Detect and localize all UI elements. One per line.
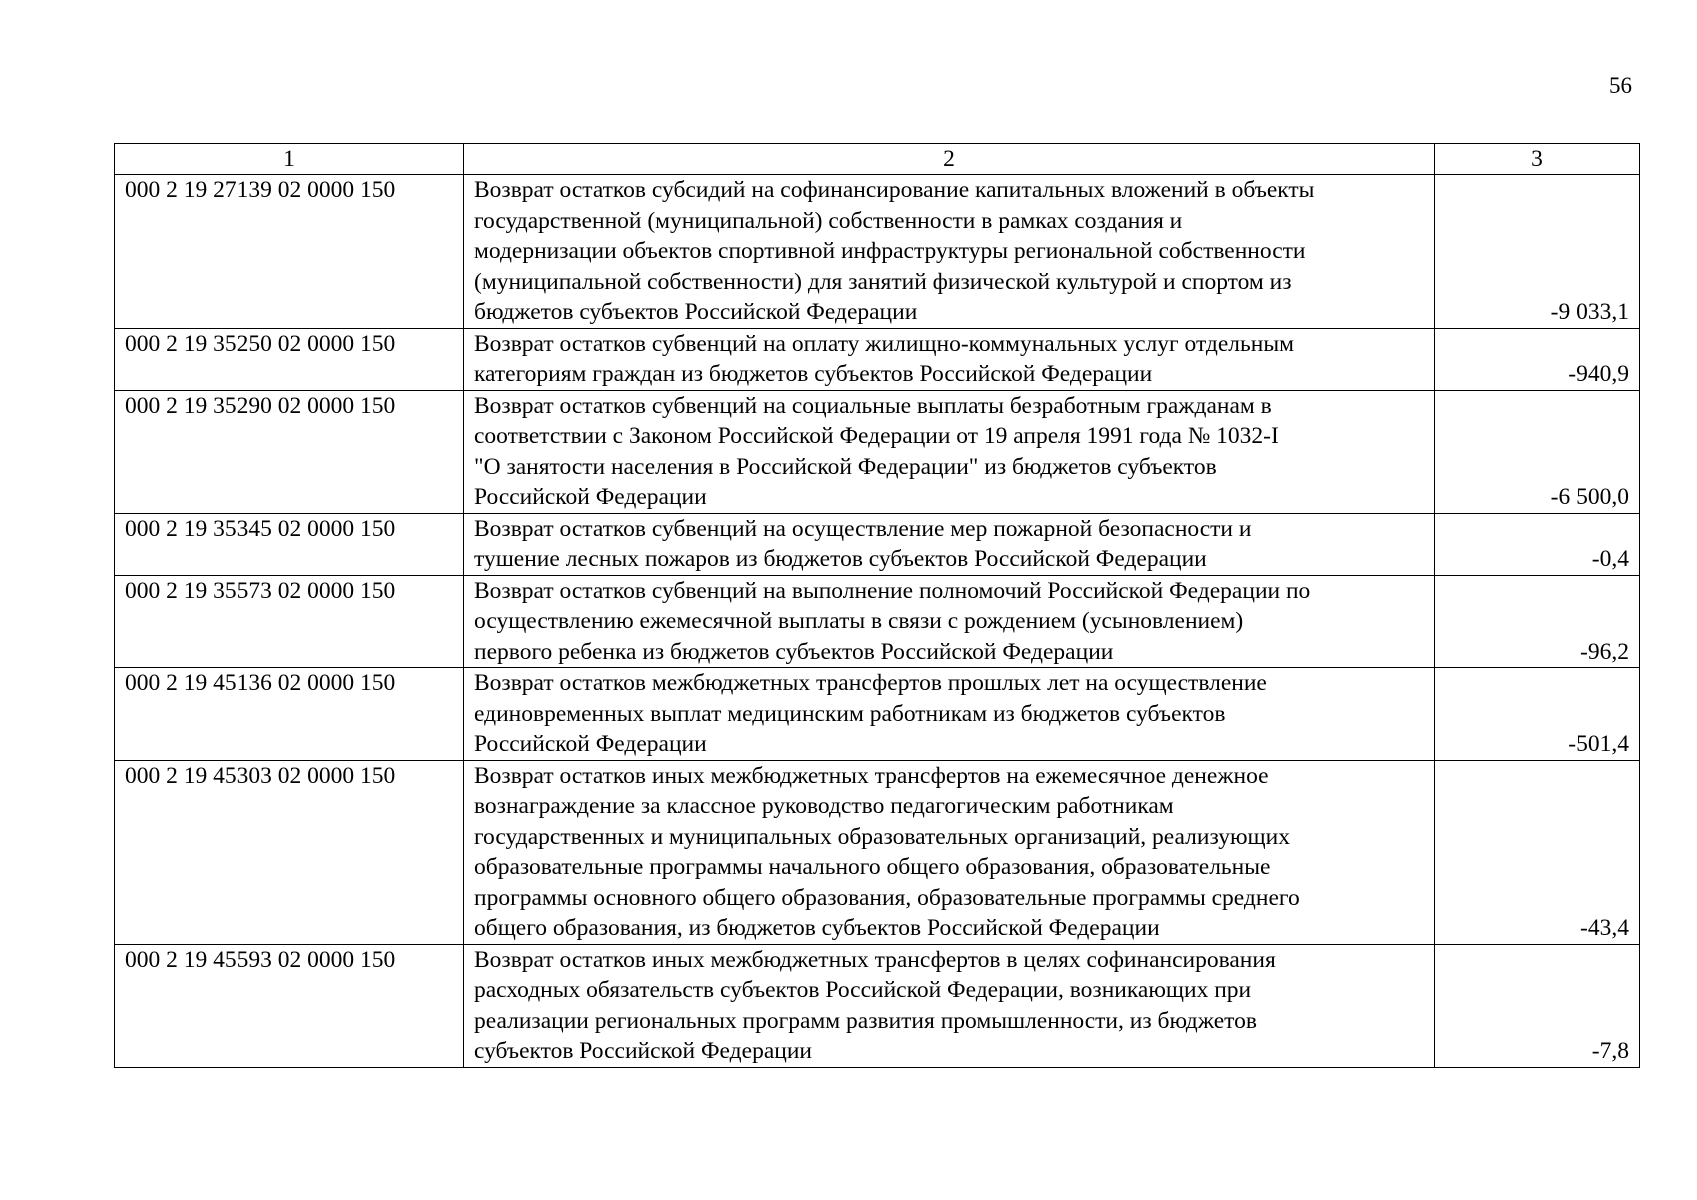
row-code: 000 2 19 35345 02 0000 150 [115,513,464,575]
description-line: вознаграждение за классное руководство педагогическим работникам [474,793,1174,819]
description-line: Возврат остатков иных межбюджетных трансфертов в целях софинансирования [474,946,1276,973]
row-description [464,760,1435,944]
row-description [464,328,1435,390]
row-amount: -7,8 [1435,944,1640,1067]
header-col-1: 1 [115,144,464,175]
row-amount: -6 500,0 [1435,390,1640,513]
description-line: Возврат остатков межбюджетных трансфертов прошлых лет на осуществление [474,670,1267,696]
description-line: субъектов Российской Федерации [474,1038,812,1064]
row-description [464,390,1435,513]
description-line: первого ребенка из бюджетов субъектов Российской Федерации [474,638,1114,665]
row-description [464,513,1435,575]
row-description [464,575,1435,668]
header-col-3: 3 [1435,144,1640,175]
description-line: реализации региональных программ развития промышленности, из бюджетов [474,1007,1257,1034]
description-line: общего образования, из бюджетов субъектов Российской Федерации [474,915,1160,941]
row-amount: -96,2 [1435,575,1640,668]
table-body [115,175,1640,1068]
row-description [464,668,1435,761]
row-code: 000 2 19 45593 02 0000 150 [115,944,464,1067]
description-line: Возврат остатков иных межбюджетных трансфертов на ежемесячное денежное [474,762,1269,789]
description-line: единовременных выплат медицинским работникам из бюджетов субъектов [474,700,1226,727]
row-amount: -501,4 [1435,668,1640,761]
description-line: программы основного общего образования, образовательные программы среднего [474,884,1300,911]
header-row [115,144,1640,175]
description-line: Возврат остатков субвенций на социальные выплаты безработным гражданам в [474,392,1272,419]
table-row [115,668,1640,761]
table-row [115,328,1640,390]
page-number: 56 [1609,73,1632,98]
description-line: "О занятости населения в Российской Федерации" из бюджетов субъектов [474,453,1217,480]
description-line: Российской Федерации [474,484,707,510]
table-row [115,175,1640,329]
description-line: категориям граждан из бюджетов субъектов Российской Федерации [474,361,1153,387]
description-line: тушение лесных пожаров из бюджетов субъектов Российской Федерации [474,546,1207,572]
row-amount: -9 033,1 [1435,175,1640,329]
table-row [115,575,1640,668]
row-description [464,175,1435,329]
description-line: Возврат остатков субвенций на выполнение полномочий Российской Федерации по [474,577,1311,604]
table-row [115,760,1640,944]
row-description [464,944,1435,1067]
budget-table [114,143,1640,1068]
row-code: 000 2 19 35250 02 0000 150 [115,328,464,390]
description-line: расходных обязательств субъектов Российской Федерации, возникающих при [474,977,1252,1003]
description-line: государственной (муниципальной) собственности в рамках создания и [474,207,1183,234]
description-line: государственных и муниципальных образовательных организаций, реализующих [474,823,1290,850]
row-amount: -940,9 [1435,328,1640,390]
table-header [115,144,1640,175]
row-code: 000 2 19 35290 02 0000 150 [115,390,464,513]
description-line: Возврат остатков субсидий на софинансирование капитальных вложений в объекты [474,177,1315,203]
row-amount: -0,4 [1435,513,1640,575]
table-row [115,390,1640,513]
row-code: 000 2 19 45303 02 0000 150 [115,760,464,944]
description-line: образовательные программы начального общего образования, образовательные [474,854,1271,880]
header-col-2: 2 [464,144,1435,175]
description-line: (муниципальной собственности) для занятий физической культурой и спортом из [474,268,1292,295]
table-row [115,944,1640,1067]
row-code: 000 2 19 35573 02 0000 150 [115,575,464,668]
description-line: Возврат остатков субвенций на осуществление мер пожарной безопасности и [474,515,1252,542]
row-amount: -43,4 [1435,760,1640,944]
row-code: 000 2 19 27139 02 0000 150 [115,175,464,329]
row-code: 000 2 19 45136 02 0000 150 [115,668,464,761]
description-line: модернизации объектов спортивной инфраструктуры региональной собственности [474,238,1306,264]
description-line: соответствии с Законом Российской Федерации от 19 апреля 1991 года № 1032-I [474,423,1279,449]
table-row [115,513,1640,575]
description-line: Российской Федерации [474,731,707,757]
description-line: бюджетов субъектов Российской Федерации [474,299,918,325]
description-line: осуществлению ежемесячной выплаты в связи с рождением (усыновлением) [474,608,1244,634]
description-line: Возврат остатков субвенций на оплату жилищно-коммунальных услуг отдельным [474,330,1294,357]
